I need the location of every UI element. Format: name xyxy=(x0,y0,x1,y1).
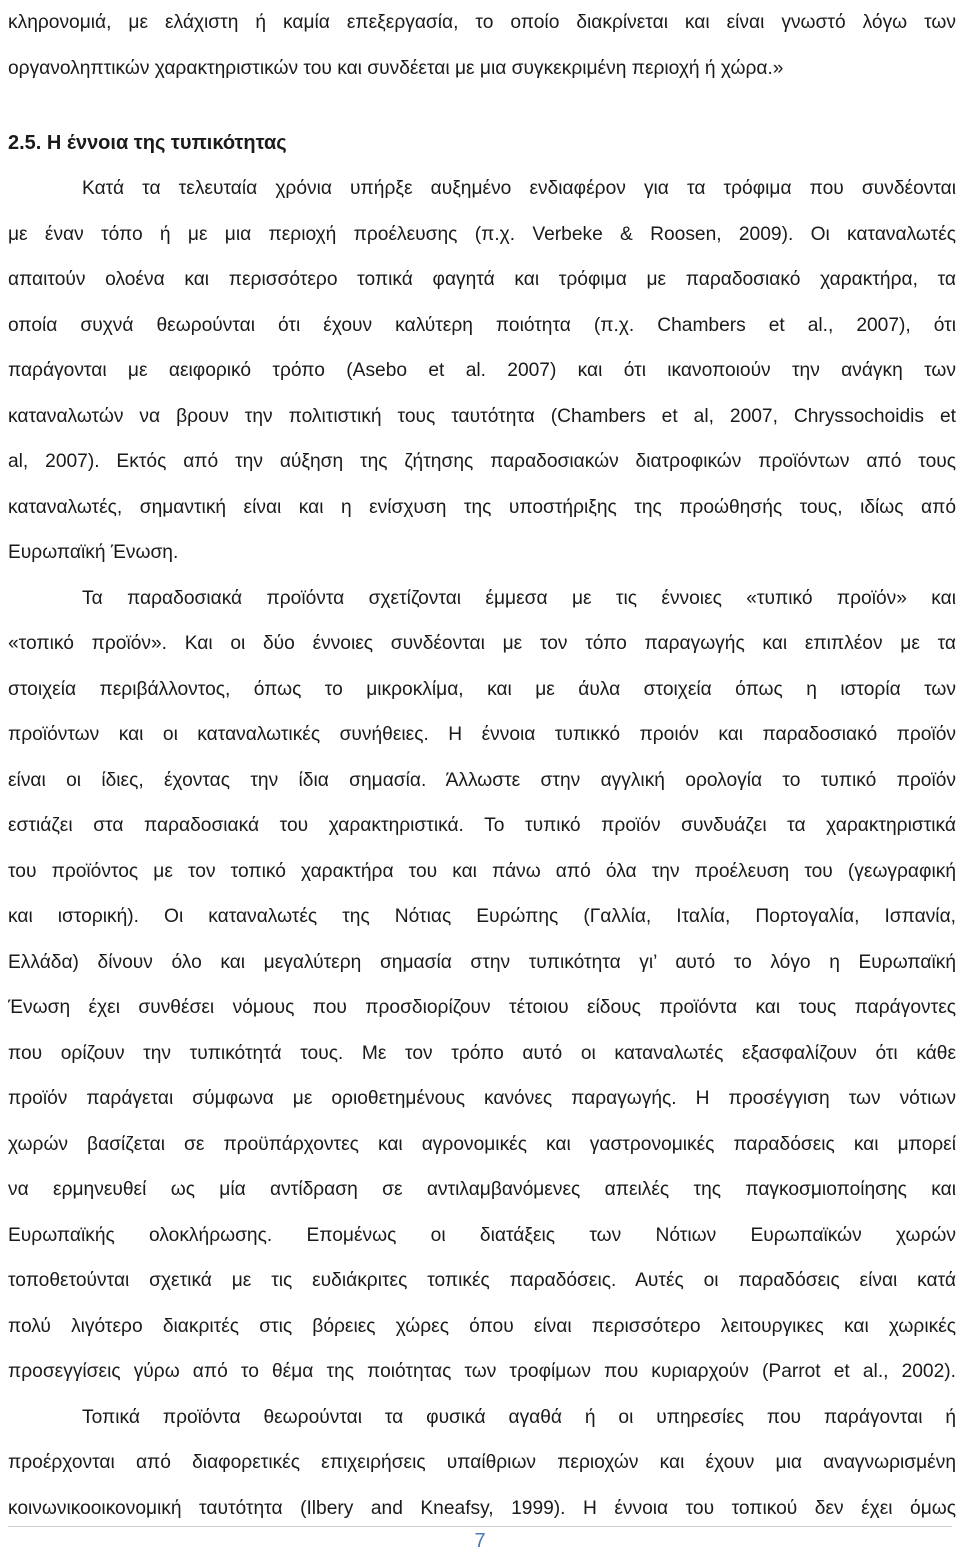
paragraph3-line-1: Τοπικά προϊόντα θεωρούνται τα φυσικά αγαθά ή οι υπηρεσίες που παράγονται ή xyxy=(82,1406,956,1428)
paragraph2-line-16: τοποθετούνται σχετικά με τις ευδιάκριτες τοπικές παραδόσεις. Αυτές οι παραδόσεις είναι κατά xyxy=(8,1270,956,1291)
paragraph2-line-17: πολύ λιγότερο διακριτές στις βόρειες χώρες όπου είναι περισσότερο λειτουργικες και χωρικές xyxy=(8,1315,956,1337)
footer-divider xyxy=(8,1526,952,1527)
paragraph2-line-10: Ένωση έχει συνθέσει νόμους που προσδιορίζουν τέτοιου είδους προϊόντα και τους παράγοντες xyxy=(8,997,956,1018)
paragraph1-line-9: Ευρωπαϊκή Ένωση. xyxy=(8,542,179,563)
paragraph2-line-18: προσεγγίσεις γύρω από το θέμα της ποιότητας των τροφίμων που κυριαρχούν (Parrot et al., 2002). xyxy=(8,1361,956,1382)
intro-line-2: οργανοληπτικών χαρακτηριστικών του και συνδέεται με μια συγκεκριμένη περιοχή ή χώρα.» xyxy=(8,57,784,79)
paragraph2-line-9: Ελλάδα) δίνουν όλο και μεγαλύτερη σημασία στην τυπικότητα γι’ αυτό το λόγο η Ευρωπαϊκή xyxy=(8,951,956,973)
paragraph1-line-2: με έναν τόπο ή με μια περιοχή προέλευσης (π.χ. Verbeke & Roosen, 2009). Οι καταναλωτές xyxy=(8,223,956,245)
paragraph1-line-7: al, 2007). Εκτός από την αύξηση της ζήτησης παραδοσιακών διατροφικών προϊόντων από τους xyxy=(8,451,956,472)
paragraph1-line-6: καταναλωτών να βρουν την πολιτιστική τους ταυτότητα (Chambers et al, 2007, Chryssochoidis et xyxy=(8,405,956,427)
section-heading: 2.5. Η έννοια της τυπικότητας xyxy=(8,132,287,154)
paragraph3-line-2: προέρχονται από διαφορετικές επιχειρήσεις υπαίθριων περιοχών και έχουν μια αναγνωρισμένη xyxy=(8,1452,956,1473)
paragraph2-line-13: χωρών βασίζεται σε προϋπάρχοντες και αγρονομικές και γαστρονομικές παραδόσεις και μπορεί xyxy=(8,1133,956,1155)
paragraph2-line-5: είναι οι ίδιες, έχοντας την ίδια σημασία. Άλλωστε στην αγγλική ορολογία το τυπικό προϊόν xyxy=(8,769,956,791)
paragraph2-line-2: «τοπικό προϊόν». Και οι δύο έννοιες συνδέονται με τον τόπο παραγωγής και επιπλέον με τα xyxy=(8,633,956,654)
paragraph1-line-8: καταναλωτές, σημαντική είναι και η ενίσχυση της υποστήριξης της προώθησής τους, ιδίως από xyxy=(8,496,956,518)
paragraph2-line-6: εστιάζει στα παραδοσιακά του χαρακτηριστικά. Το τυπικό προϊόν συνδυάζει τα χαρακτηριστικά xyxy=(8,815,956,836)
paragraph1-line-1: Κατά τα τελευταία χρόνια υπήρξε αυξημένο ενδιαφέρον για τα τρόφιμα που συνδέονται xyxy=(82,178,956,199)
paragraph2-line-15: Ευρωπαϊκής ολοκλήρωσης. Επομένως οι διατάξεις των Νότιων Ευρωπαϊκών χωρών xyxy=(8,1224,956,1246)
intro-line-1: κληρονομιά, με ελάχιστη ή καμία επεξεργασία, το οποίο διακρίνεται και είναι γνωστό λόγω των xyxy=(8,12,956,33)
paragraph2-line-7: του προϊόντος με τον τοπικό χαρακτήρα του και πάνω από όλα την προέλευση του (γεωγραφική xyxy=(8,860,956,882)
paragraph1-line-3: απαιτούν ολοένα και περισσότερο τοπικά φαγητά και τρόφιμα με παραδοσιακό χαρακτήρα, τα xyxy=(8,269,956,290)
paragraph2-line-11: που ορίζουν την τυπικότητά τους. Με τον τρόπο αυτό οι καταναλωτές εξασφαλίζουν ότι κάθε xyxy=(8,1042,956,1064)
spacer xyxy=(8,91,956,121)
paragraph2-line-14: να ερμηνευθεί ως μία αντίδραση σε αντιλαμβανόμενες απειλές της παγκοσμιοποίησης και xyxy=(8,1179,956,1200)
paragraph2-line-1: Τα παραδοσιακά προϊόντα σχετίζονται έμμεσα με τις έννοιες «τυπικό προϊόν» και xyxy=(82,587,956,609)
paragraph2-line-8: και ιστορική). Οι καταναλωτές της Νότιας Ευρώπης (Γαλλία, Ιταλία, Πορτογαλία, Ισπανία, xyxy=(8,906,956,927)
paragraph1-line-5: παράγονται με αειφορικό τρόπο (Asebo et al. 2007) και ότι ικανοποιούν την ανάγκη των xyxy=(8,360,956,381)
document-page xyxy=(8,0,956,1531)
page-number: 7 xyxy=(474,1530,486,1552)
paragraph2-line-12: προϊόν παράγεται σύμφωνα με οριοθετημένους κανόνες παραγωγής. Η προσέγγιση των νότιων xyxy=(8,1088,956,1109)
paragraph2-line-4: προϊόντων και οι καταναλωτικές συνήθειες. Η έννοια τυπικκό προιόν και παραδοσιακό προϊόν xyxy=(8,724,956,745)
paragraph3-line-3: κοινωνικοοικονομική ταυτότητα (Ilbery and Kneafsy, 1999). Η έννοια του τοπικού δεν έχει όμως xyxy=(8,1497,956,1519)
paragraph1-line-4: οποία συχνά θεωρούνται ότι έχουν καλύτερη ποιότητα (π.χ. Chambers et al., 2007), ότι xyxy=(8,314,956,336)
paragraph2-line-3: στοιχεία περιβάλλοντος, όπως το μικροκλίμα, και με άυλα στοιχεία όπως η ιστορία των xyxy=(8,678,956,700)
